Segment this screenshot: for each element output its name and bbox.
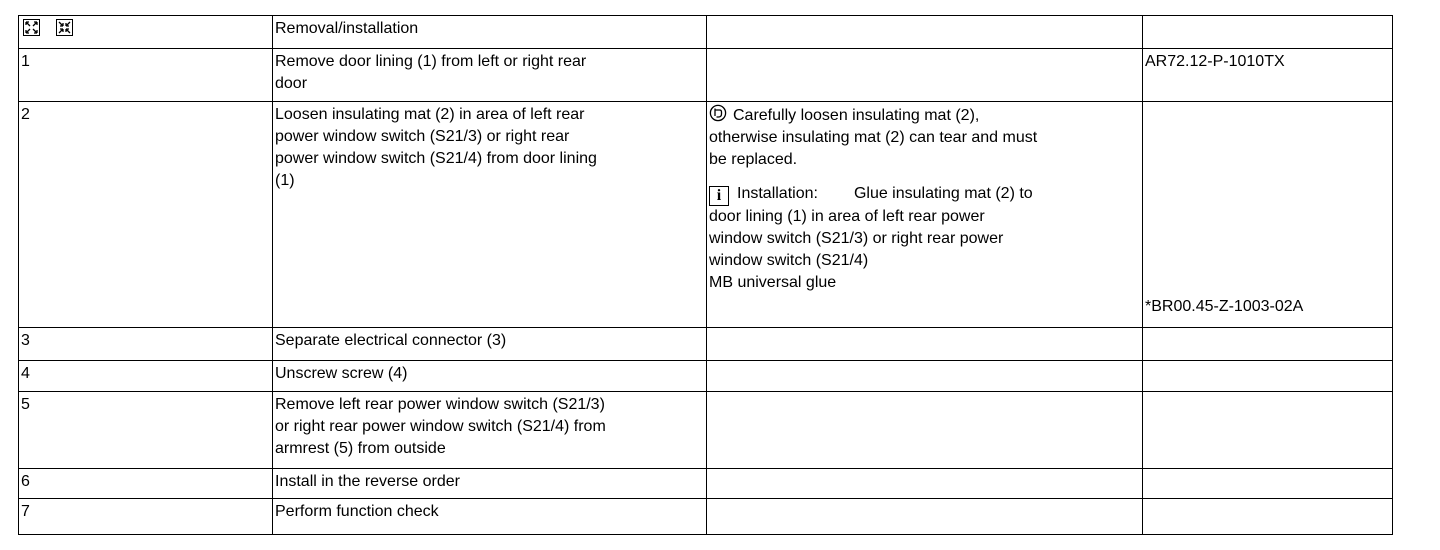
step-reference-cell <box>1143 499 1393 535</box>
step-note-cell <box>707 328 1143 361</box>
caution-note-line <box>709 104 1140 127</box>
step-text: Perform function check <box>273 499 707 535</box>
step-text-line: power window switch (S21/4) from door lining <box>275 150 597 167</box>
step-text-line: power window switch (S21/3) or right rear <box>275 128 570 145</box>
step-number: 6 <box>19 469 273 499</box>
step-number: 2 <box>19 102 273 328</box>
installation-text: window switch (S21/4) <box>709 252 869 269</box>
step-text <box>273 392 707 469</box>
table-row <box>19 499 1393 535</box>
caution-text: otherwise insulating mat (2) can tear and must <box>709 129 1038 146</box>
installation-text: door lining (1) in area of left rear power <box>709 208 985 225</box>
table-row <box>19 392 1393 469</box>
step-reference-cell <box>1143 102 1393 328</box>
step-text-line: Remove door lining (1) from left or right rear <box>275 53 587 70</box>
step-text <box>273 102 707 328</box>
step-note-cell <box>707 49 1143 102</box>
header-empty-cell <box>1143 16 1393 49</box>
table-row <box>19 328 1393 361</box>
step-text-line: Loosen insulating mat (2) in area of left rear <box>275 106 585 123</box>
collapse-arrows-icon[interactable] <box>56 19 73 36</box>
step-text-line: (1) <box>275 172 295 189</box>
step-note-cell <box>707 499 1143 535</box>
installation-label: Installation: <box>737 185 818 202</box>
installation-text: Glue insulating mat (2) to <box>853 185 1033 202</box>
info-icon: i <box>709 186 729 206</box>
expand-arrows-icon[interactable] <box>23 19 40 36</box>
header-title: Removal/installation <box>273 16 707 49</box>
installation-text: window switch (S21/3) or right rear power <box>709 230 1004 247</box>
step-note-cell <box>707 102 1143 328</box>
step-reference-cell <box>1143 328 1393 361</box>
table-row <box>19 102 1393 328</box>
step-note-cell <box>707 392 1143 469</box>
step-number: 4 <box>19 361 273 392</box>
procedure-table <box>18 15 1393 535</box>
step-number: 7 <box>19 499 273 535</box>
table-row <box>19 469 1393 499</box>
table-row <box>19 361 1393 392</box>
step-text-line: Remove left rear power window switch (S21/3) <box>275 396 605 413</box>
table-row <box>19 49 1393 102</box>
material-name: MB universal glue <box>709 274 837 291</box>
caution-hand-icon <box>709 104 727 122</box>
step-text: Unscrew screw (4) <box>273 361 707 392</box>
header-empty-cell <box>707 16 1143 49</box>
step-reference-link[interactable]: AR72.12-P-1010TX <box>1143 49 1393 102</box>
step-text: Separate electrical connector (3) <box>273 328 707 361</box>
step-text-line: armrest (5) from outside <box>275 440 446 457</box>
step-number: 5 <box>19 392 273 469</box>
step-number: 3 <box>19 328 273 361</box>
step-text <box>273 49 707 102</box>
step-text: Install in the reverse order <box>273 469 707 499</box>
header-icons-cell <box>19 16 273 49</box>
step-reference-link[interactable]: *BR00.45-Z-1003-02A <box>1145 298 1304 315</box>
step-number: 1 <box>19 49 273 102</box>
step-text-line: or right rear power window switch (S21/4) from <box>275 418 606 435</box>
table-header-row <box>19 16 1393 49</box>
step-reference-cell <box>1143 469 1393 499</box>
step-reference-cell <box>1143 361 1393 392</box>
step-text-line: door <box>275 75 308 92</box>
step-note-cell <box>707 361 1143 392</box>
caution-text: Carefully loosen insulating mat (2), <box>733 107 980 124</box>
step-reference-cell <box>1143 392 1393 469</box>
caution-text: be replaced. <box>709 151 798 168</box>
step-note-cell <box>707 469 1143 499</box>
installation-note-line <box>709 183 1140 206</box>
